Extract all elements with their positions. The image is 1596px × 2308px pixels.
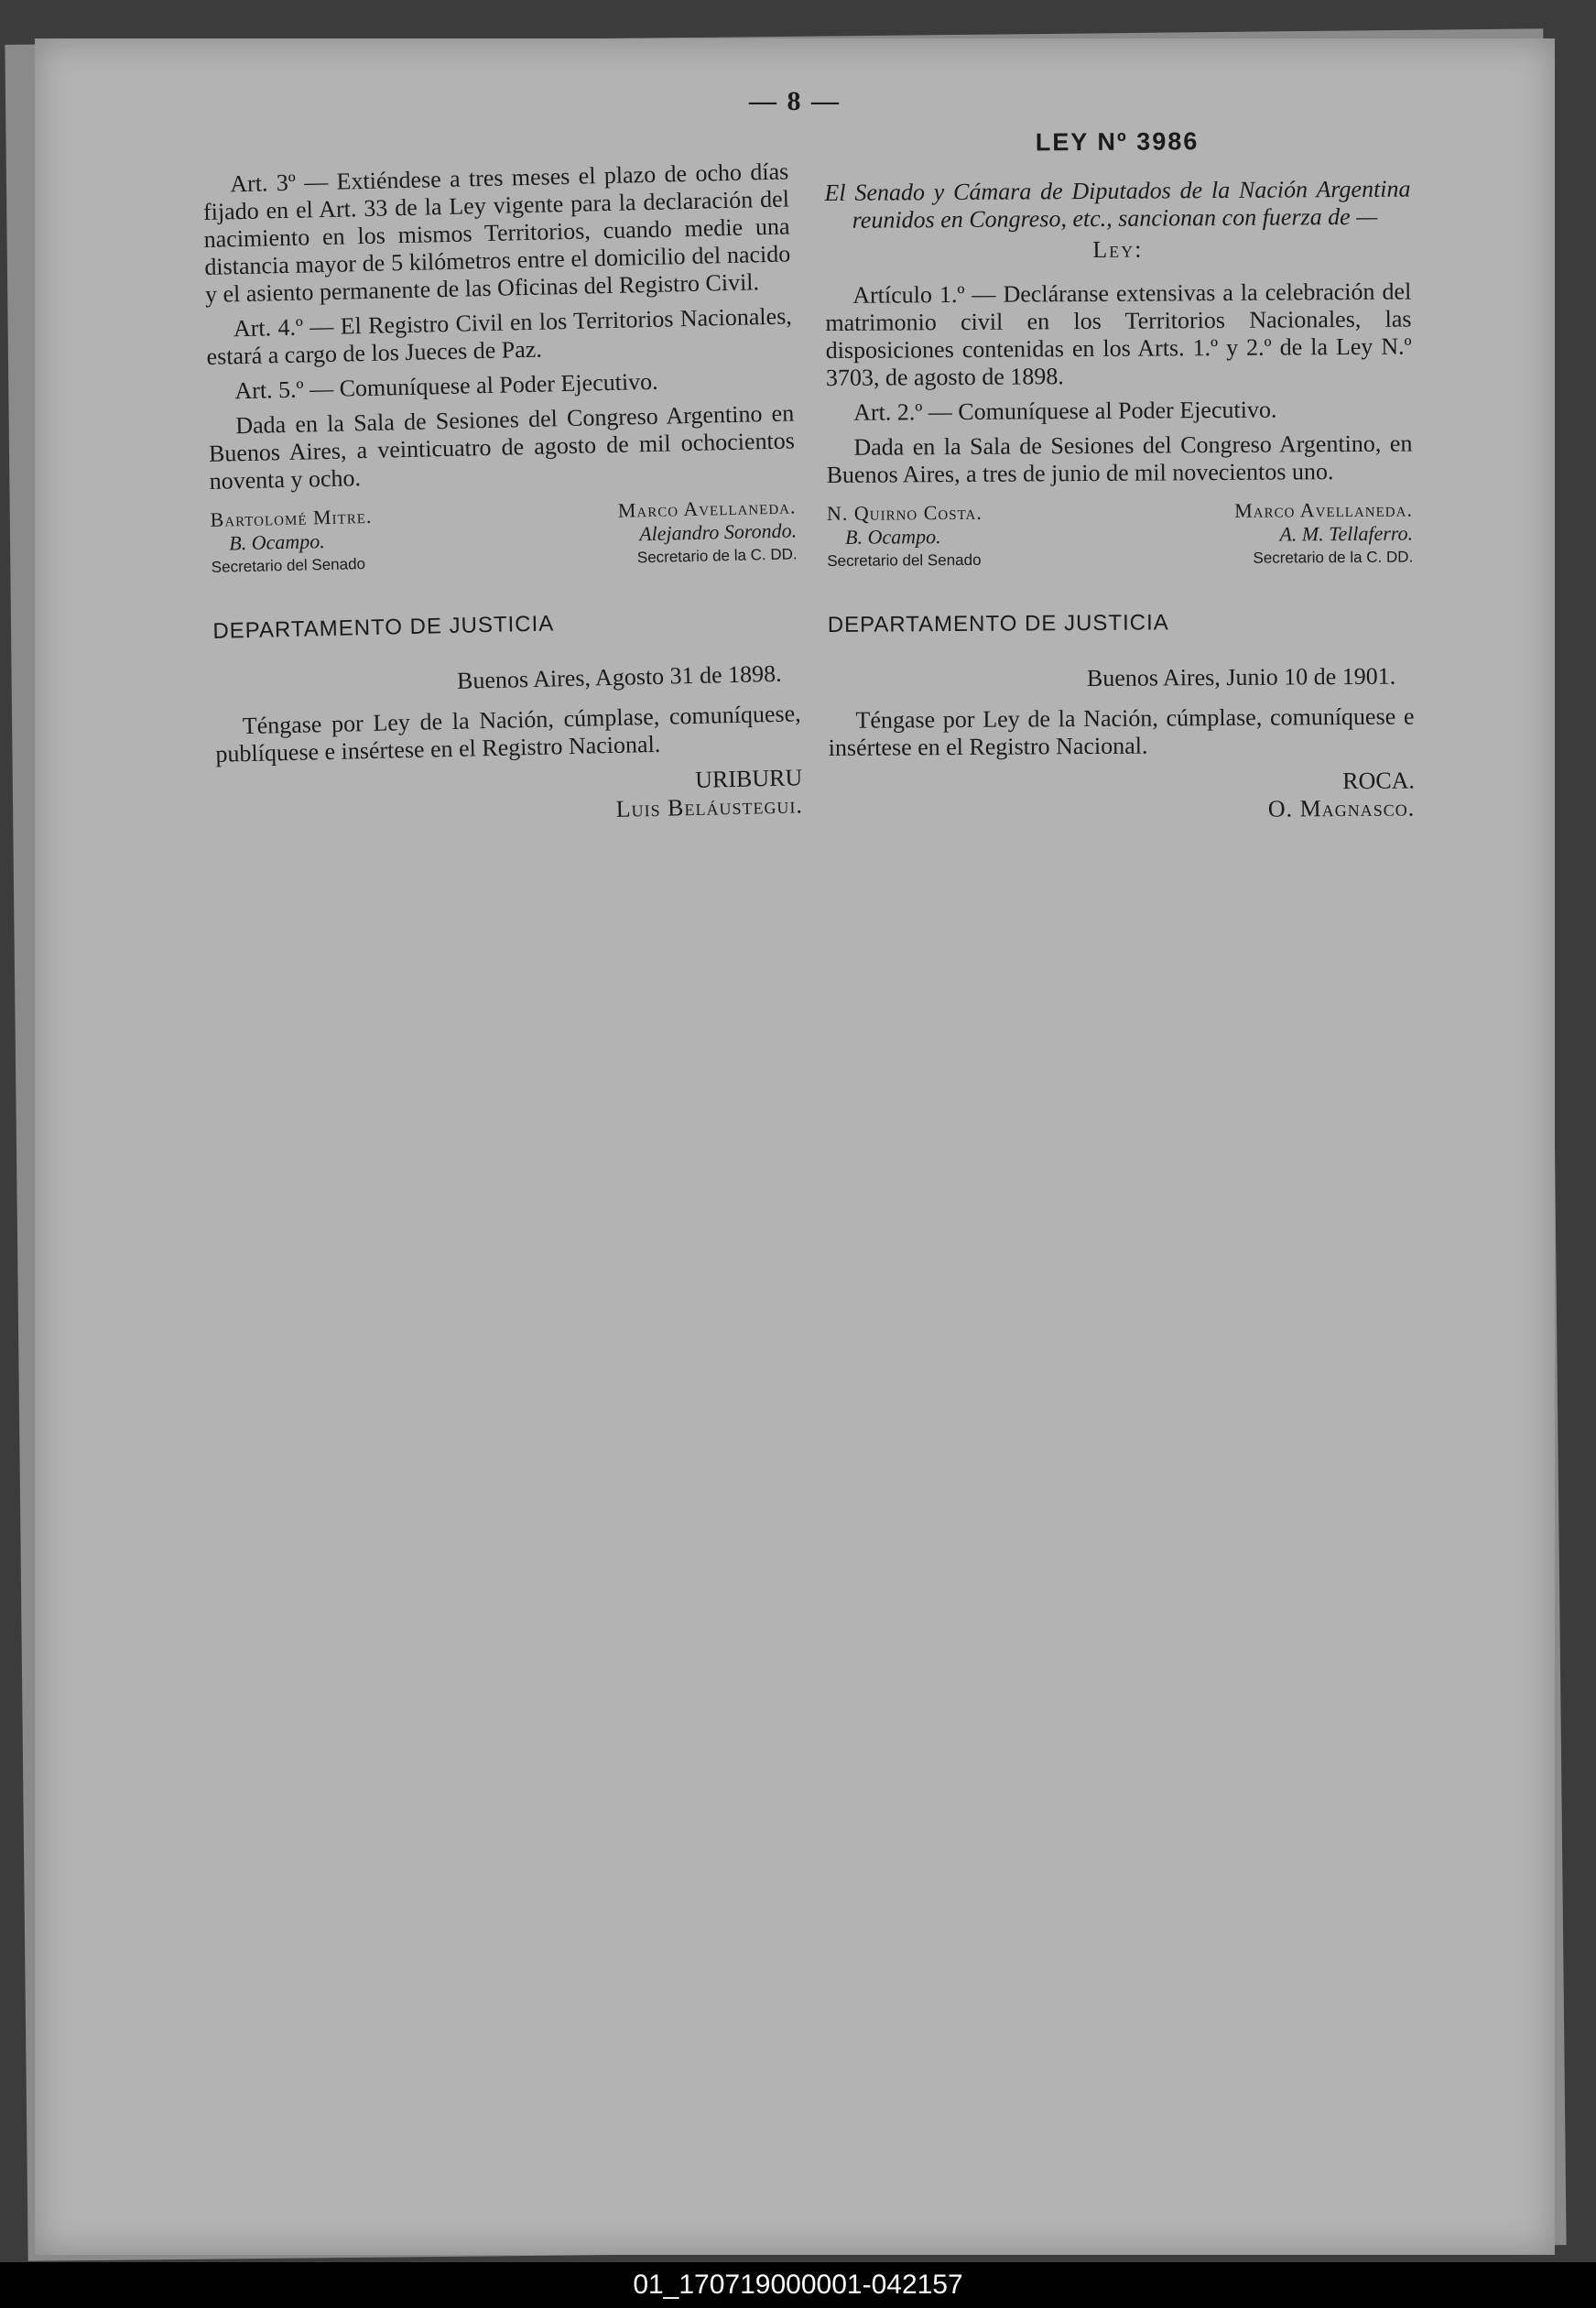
left-senate-president: Bartolomé Mitre. [210,504,373,531]
right-senate-secretary: B. Ocampo. [845,525,941,549]
right-senate-president: N. Quirno Costa. [826,500,983,525]
left-executive-signatures [216,764,803,833]
right-promulgation: Téngase por Ley de la Nación, cúmplase, comuníquese e insértese en el Registro Nacional. [828,702,1415,761]
right-executive-president: ROCA. [1342,767,1416,795]
left-department-heading: DEPARTAMENTO DE JUSTICIA [212,611,555,644]
right-preamble: El Senado y Cámara de Diputados de la Nación Argentina reunidos en Congreso, etc., sancionan con fuerza de — [824,175,1411,234]
left-senate-signatures [210,505,373,580]
left-chamber-signatures [617,495,797,570]
right-chamber-signatures [1234,498,1413,571]
right-place-date: Buenos Aires, Junio 10 de 1901. [1086,662,1396,692]
document-page [35,38,1555,2255]
right-executive-minister: O. Magnasco. [1267,794,1416,822]
left-article-3: Art. 3º — Extiéndese a tres meses el plazo de ocho días fijado en el Art. 33 de la Ley vigente para la declaración del nacimiento en los mismos Territorios, cuando medie una distancia mayor de 5 kilómetros entre el domicilio del nacido y el asiento permanente de las Oficinas del Registro Civil. [202,158,791,308]
right-chamber-secretary: A. M. Tellaferro. [1279,521,1414,546]
left-dada-en-sala: Dada en la Sala de Sesiones del Congreso Argentino en Buenos Aires, a veinticuatro de agosto de mil ochocientos noventa y ocho. [208,399,796,495]
left-executive-minister: Luis Beláustegui. [615,791,804,822]
scan-identifier-bar [0,2262,1596,2308]
left-chamber-secretary-title: Secretario de la C. DD. [636,545,798,567]
left-executive-president: URIBURU [694,764,803,793]
right-department-heading: DEPARTAMENTO DE JUSTICIA [827,610,1169,637]
left-article-4: Art. 4.º — El Registro Civil en los Territorios Nacionales, estará a cargo de los Jueces de Paz. [206,302,793,370]
right-ley-label: Ley: [1092,235,1144,263]
right-executive-signatures [829,768,1415,826]
left-chamber-president: Marco Avellaneda. [617,495,797,522]
page-number: — 8 — [749,86,841,116]
right-senate-secretary-title: Secretario del Senado [827,550,982,570]
right-column [824,126,1415,826]
left-congress-signatures [210,495,798,579]
left-place-date: Buenos Aires, Agosto 31 de 1898. [456,659,782,694]
left-promulgation: Téngase por Ley de la Nación, cúmplase, comuníquese, publíquese e insértese en el Registro Nacional. [215,700,801,768]
left-senate-secretary-title: Secretario del Senado [211,555,366,576]
right-senate-signatures [827,501,983,573]
scan-identifier: 01_170719000001-042157 [633,2270,963,2300]
left-chamber-secretary: Alejandro Sorondo. [638,518,798,546]
left-article-5: Art. 5.º — Comuníquese al Poder Ejecutivo. [234,367,658,405]
right-chamber-secretary-title: Secretario de la C. DD. [1253,548,1414,567]
right-congress-signatures [827,498,1414,573]
right-dada-en-sala: Dada en la Sala de Sesiones del Congreso Argentino, en Buenos Aires, a tres de junio de mil novecientos uno. [826,430,1413,488]
law-title: LEY Nº 3986 [1035,127,1200,157]
right-article-1: Artículo 1.º — Decláranse extensivas a la celebración del matrimonio civil en los Territorios Nacionales, las disposiciones contenidas en los Arts. 1.º y 2.º de la Ley N.º 3703, de agosto de 1898. [825,278,1412,391]
left-senate-secretary: B. Ocampo. [228,529,325,555]
right-article-2: Art. 2.º — Comuníquese al Poder Ejecutivo. [853,396,1277,426]
right-chamber-president: Marco Avellaneda. [1234,497,1413,522]
left-column [202,158,803,832]
